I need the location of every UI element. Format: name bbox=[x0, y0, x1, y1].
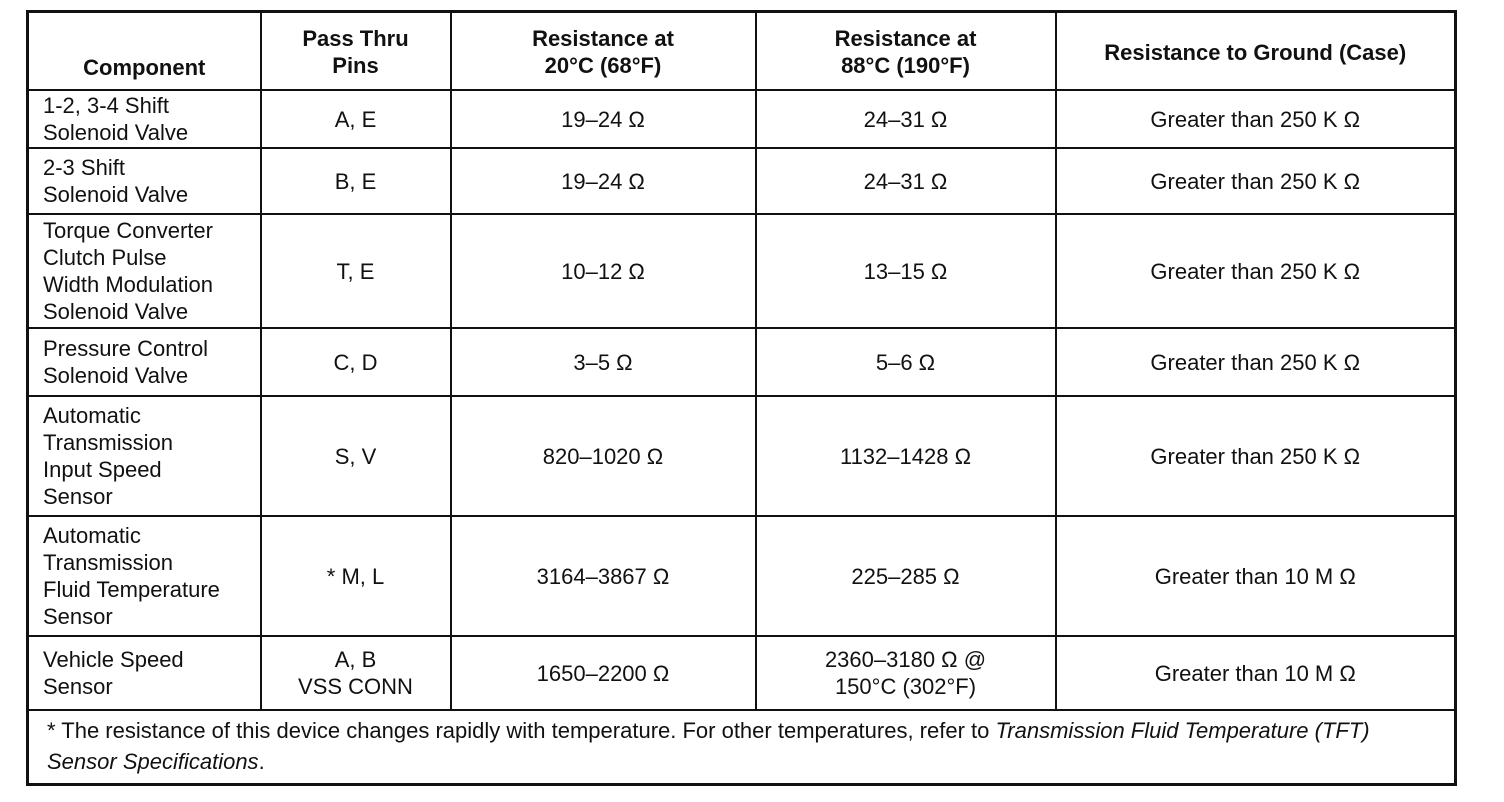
resistance-88c-cell bbox=[756, 636, 1056, 710]
resistance-88c-cell bbox=[756, 328, 1056, 396]
resistance-20c-cell-line: 19–24 Ω bbox=[561, 168, 645, 194]
resistance-88c-cell-line: 2360–3180 Ω @ bbox=[824, 647, 987, 672]
component-cell-line: Input Speed bbox=[43, 457, 162, 482]
component-cell bbox=[28, 214, 261, 328]
resistance-88c-cell-line: 1132–1428 Ω bbox=[839, 443, 972, 469]
footnote-text: * The resistance of this device changes rapidly with temperature. For other temperatures, refer to bbox=[47, 718, 996, 743]
pins-cell-line: A, B bbox=[334, 647, 377, 672]
resistance-ground-cell: Greater than 250 K Ω bbox=[1056, 148, 1456, 214]
component-cell bbox=[28, 516, 261, 636]
pins-cell bbox=[261, 396, 451, 516]
component-cell-line: Automatic bbox=[43, 403, 141, 428]
component-cell-line: Fluid Temperature bbox=[43, 577, 220, 602]
resistance-spec-table bbox=[26, 10, 1457, 786]
resistance-88c-cell-line: 5–6 Ω bbox=[875, 349, 936, 375]
table-note-row bbox=[28, 710, 1456, 785]
pins-cell-line: T, E bbox=[336, 258, 375, 284]
column-header-resistance-20c: Resistance at 20°C (68°F) bbox=[451, 12, 756, 91]
component-cell-line: Clutch Pulse bbox=[43, 245, 167, 270]
component-cell-line: Sensor bbox=[43, 484, 113, 509]
pins-cell bbox=[261, 328, 451, 396]
table-row bbox=[28, 328, 1456, 396]
resistance-20c-cell bbox=[451, 396, 756, 516]
resistance-20c-cell bbox=[451, 214, 756, 328]
component-cell-line: Sensor bbox=[43, 674, 113, 699]
footnote-reference: Transmission Fluid Temperature (TFT) Sensor Specifications bbox=[47, 718, 1370, 774]
table-header-row bbox=[28, 12, 1456, 91]
component-cell bbox=[28, 90, 261, 148]
component-cell bbox=[28, 396, 261, 516]
component-cell-line: Solenoid Valve bbox=[43, 363, 189, 388]
component-cell-line: Solenoid Valve bbox=[43, 182, 189, 207]
resistance-88c-cell-line: 150°C (302°F) bbox=[834, 674, 977, 699]
component-cell-line: Torque Converter bbox=[43, 218, 213, 243]
resistance-ground-cell: Greater than 250 K Ω bbox=[1056, 90, 1456, 148]
table-row bbox=[28, 516, 1456, 636]
column-header-pins: Pass Thru Pins bbox=[261, 12, 451, 91]
footnote-end: . bbox=[258, 749, 265, 774]
resistance-88c-cell bbox=[756, 516, 1056, 636]
table-row bbox=[28, 636, 1456, 710]
pins-cell bbox=[261, 516, 451, 636]
component-cell-line: Sensor bbox=[43, 604, 113, 629]
component-cell-line: Solenoid Valve bbox=[43, 120, 189, 145]
component-cell-line: 1-2, 3-4 Shift bbox=[43, 93, 169, 118]
component-cell bbox=[28, 148, 261, 214]
table-row bbox=[28, 148, 1456, 214]
pins-cell bbox=[261, 148, 451, 214]
component-cell-line: Vehicle Speed bbox=[43, 647, 184, 672]
component-cell-line: Transmission bbox=[43, 430, 173, 455]
table-body bbox=[28, 90, 1456, 710]
resistance-20c-cell-line: 820–1020 Ω bbox=[542, 443, 664, 469]
column-header-resistance-88c: Resistance at 88°C (190°F) bbox=[756, 12, 1056, 91]
component-cell-line: 2-3 Shift bbox=[43, 155, 125, 180]
resistance-88c-cell-line: 225–285 Ω bbox=[851, 563, 960, 589]
pins-cell bbox=[261, 214, 451, 328]
resistance-20c-cell-line: 3164–3867 Ω bbox=[536, 563, 670, 589]
resistance-88c-cell bbox=[756, 148, 1056, 214]
pins-cell-line: C, D bbox=[333, 349, 378, 375]
resistance-88c-cell-line: 24–31 Ω bbox=[863, 106, 948, 132]
component-cell bbox=[28, 328, 261, 396]
resistance-20c-cell bbox=[451, 90, 756, 148]
pins-cell-line: B, E bbox=[334, 168, 377, 194]
resistance-20c-cell bbox=[451, 328, 756, 396]
component-cell-line: Transmission bbox=[43, 550, 173, 575]
resistance-ground-cell: Greater than 10 M Ω bbox=[1056, 516, 1456, 636]
pins-cell bbox=[261, 636, 451, 710]
resistance-20c-cell-line: 10–12 Ω bbox=[561, 258, 645, 284]
resistance-20c-cell-line: 3–5 Ω bbox=[573, 349, 633, 375]
component-cell-line: Automatic bbox=[43, 523, 141, 548]
component-cell-line: Solenoid Valve bbox=[43, 299, 189, 324]
resistance-88c-cell bbox=[756, 214, 1056, 328]
column-header-resistance-ground: Resistance to Ground (Case) bbox=[1056, 12, 1456, 91]
resistance-88c-cell-line: 13–15 Ω bbox=[863, 258, 948, 284]
column-header-component: Component bbox=[28, 12, 261, 91]
component-cell-line: Pressure Control bbox=[43, 336, 209, 361]
resistance-spec-sheet bbox=[26, 10, 1454, 786]
resistance-88c-cell bbox=[756, 396, 1056, 516]
pins-cell-line: * M, L bbox=[326, 563, 385, 589]
resistance-88c-cell bbox=[756, 90, 1056, 148]
resistance-20c-cell bbox=[451, 516, 756, 636]
pins-cell-line: VSS CONN bbox=[298, 674, 413, 699]
pins-cell-line: A, E bbox=[334, 106, 377, 132]
resistance-20c-cell-line: 19–24 Ω bbox=[561, 106, 645, 132]
resistance-ground-cell: Greater than 10 M Ω bbox=[1056, 636, 1456, 710]
resistance-20c-cell bbox=[451, 148, 756, 214]
footnote bbox=[28, 710, 1456, 785]
resistance-ground-cell: Greater than 250 K Ω bbox=[1056, 214, 1456, 328]
resistance-ground-cell: Greater than 250 K Ω bbox=[1056, 396, 1456, 516]
component-cell-line: Width Modulation bbox=[43, 272, 213, 297]
resistance-20c-cell bbox=[451, 636, 756, 710]
pins-cell-line: S, V bbox=[334, 443, 377, 469]
pins-cell bbox=[261, 90, 451, 148]
table-row bbox=[28, 214, 1456, 328]
table-row bbox=[28, 396, 1456, 516]
table-row bbox=[28, 90, 1456, 148]
resistance-20c-cell-line: 1650–2200 Ω bbox=[536, 660, 670, 686]
resistance-88c-cell-line: 24–31 Ω bbox=[863, 168, 948, 194]
resistance-ground-cell: Greater than 250 K Ω bbox=[1056, 328, 1456, 396]
component-cell bbox=[28, 636, 261, 710]
